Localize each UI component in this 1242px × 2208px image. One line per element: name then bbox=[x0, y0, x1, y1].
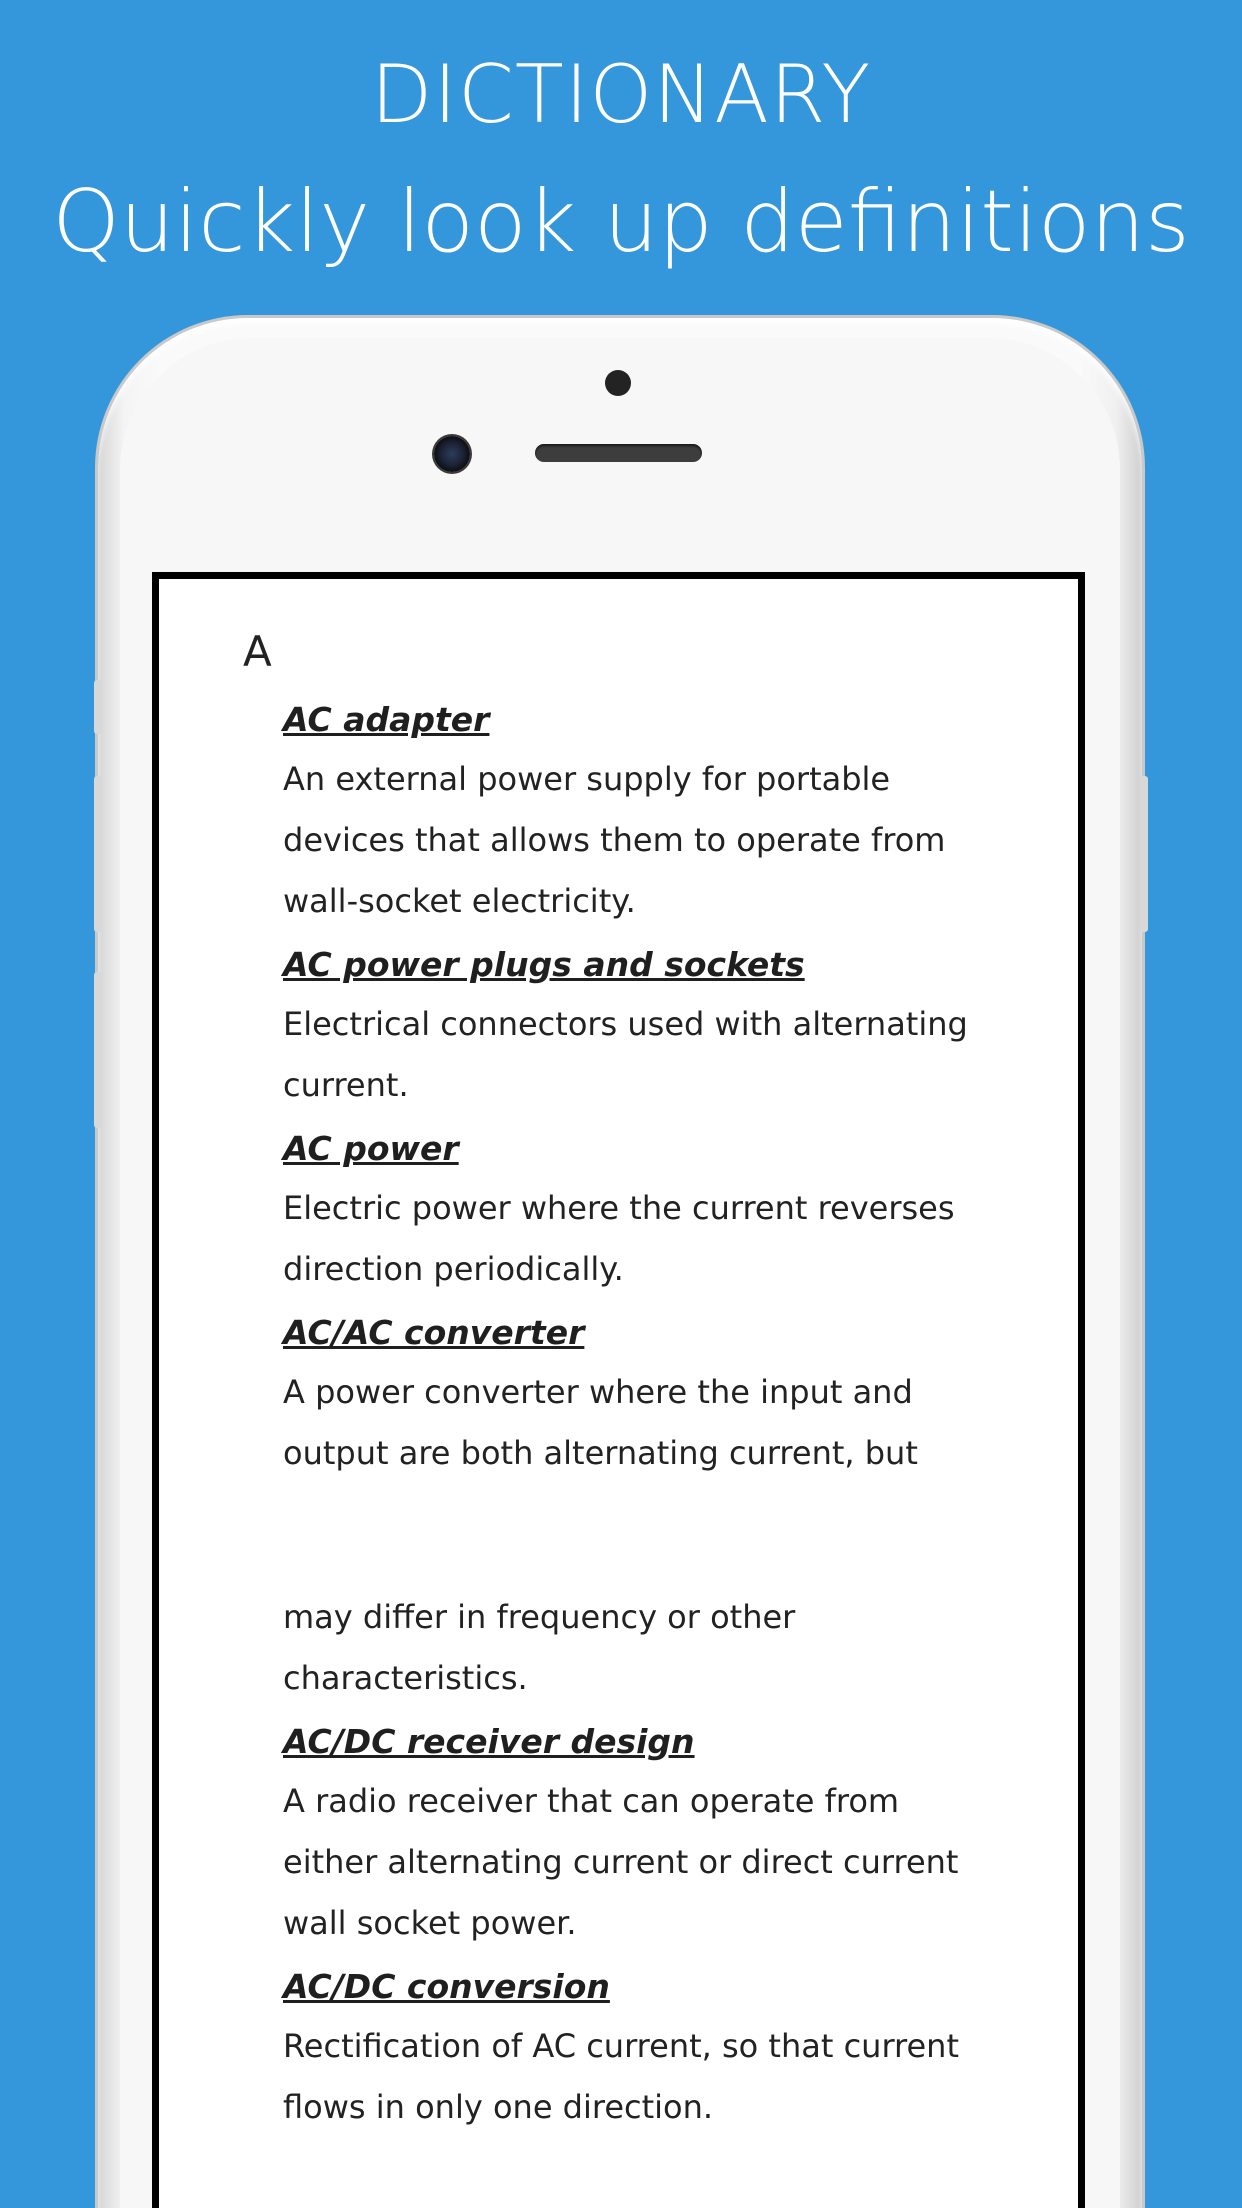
definition-line: A power converter where the input and bbox=[283, 1373, 913, 1411]
definition-line: characteristics. bbox=[283, 1659, 528, 1697]
list-item[interactable] bbox=[283, 699, 1043, 932]
headline-subtitle: Quickly look up definitions bbox=[52, 172, 1190, 272]
list-item[interactable] bbox=[283, 1312, 1043, 1709]
entry-definition bbox=[283, 1771, 1043, 1954]
front-sensor-icon bbox=[605, 370, 631, 396]
side-button-volume-down bbox=[94, 972, 102, 1128]
entry-definition bbox=[283, 1178, 1043, 1300]
entry-term[interactable]: AC power bbox=[283, 1129, 459, 1168]
list-item[interactable] bbox=[283, 1128, 1043, 1300]
definition-line: An external power supply for portable bbox=[283, 760, 891, 798]
side-button-volume-up bbox=[94, 776, 102, 932]
entry-definition bbox=[283, 1362, 1043, 1709]
definition-line: output are both alternating current, but bbox=[283, 1434, 918, 1472]
headline-title: DICTIONARY bbox=[370, 48, 872, 141]
entry-definition bbox=[283, 749, 1043, 932]
definition-line: devices that allows them to operate from bbox=[283, 821, 946, 859]
side-button-power bbox=[1140, 776, 1148, 932]
entry-definition bbox=[283, 2016, 1043, 2138]
definition-line: direction periodically. bbox=[283, 1250, 624, 1288]
entry-term[interactable]: AC/DC receiver design bbox=[283, 1722, 695, 1761]
definition-line: Electric power where the current reverses bbox=[283, 1189, 955, 1227]
definition-line: may differ in frequency or other bbox=[283, 1598, 796, 1636]
entry-term[interactable]: AC/AC converter bbox=[283, 1313, 585, 1352]
definition-line: current. bbox=[283, 1066, 409, 1104]
section-letter: A bbox=[243, 627, 272, 676]
list-item[interactable] bbox=[283, 1966, 1043, 2138]
entry-list bbox=[283, 699, 1043, 2138]
side-button-silent bbox=[94, 680, 102, 734]
phone-screen bbox=[152, 572, 1085, 2208]
entry-term[interactable]: AC adapter bbox=[283, 700, 490, 739]
definition-line: Electrical connectors used with alternating bbox=[283, 1005, 968, 1043]
definition-line: wall-socket electricity. bbox=[283, 882, 636, 920]
list-item[interactable] bbox=[283, 1721, 1043, 1954]
definition-line: A radio receiver that can operate from bbox=[283, 1782, 900, 1820]
entry-definition bbox=[283, 994, 1043, 1116]
list-item[interactable] bbox=[283, 944, 1043, 1116]
camera-icon bbox=[434, 436, 470, 472]
definition-line: flows in only one direction. bbox=[283, 2088, 714, 2126]
entry-term[interactable]: AC power plugs and sockets bbox=[283, 945, 805, 984]
definition-line: Rectification of AC current, so that current bbox=[283, 2027, 959, 2065]
earpiece-speaker bbox=[535, 444, 702, 462]
definition-line: either alternating current or direct current bbox=[283, 1843, 959, 1881]
definition-line: wall socket power. bbox=[283, 1904, 577, 1942]
entry-term[interactable]: AC/DC conversion bbox=[283, 1967, 610, 2006]
